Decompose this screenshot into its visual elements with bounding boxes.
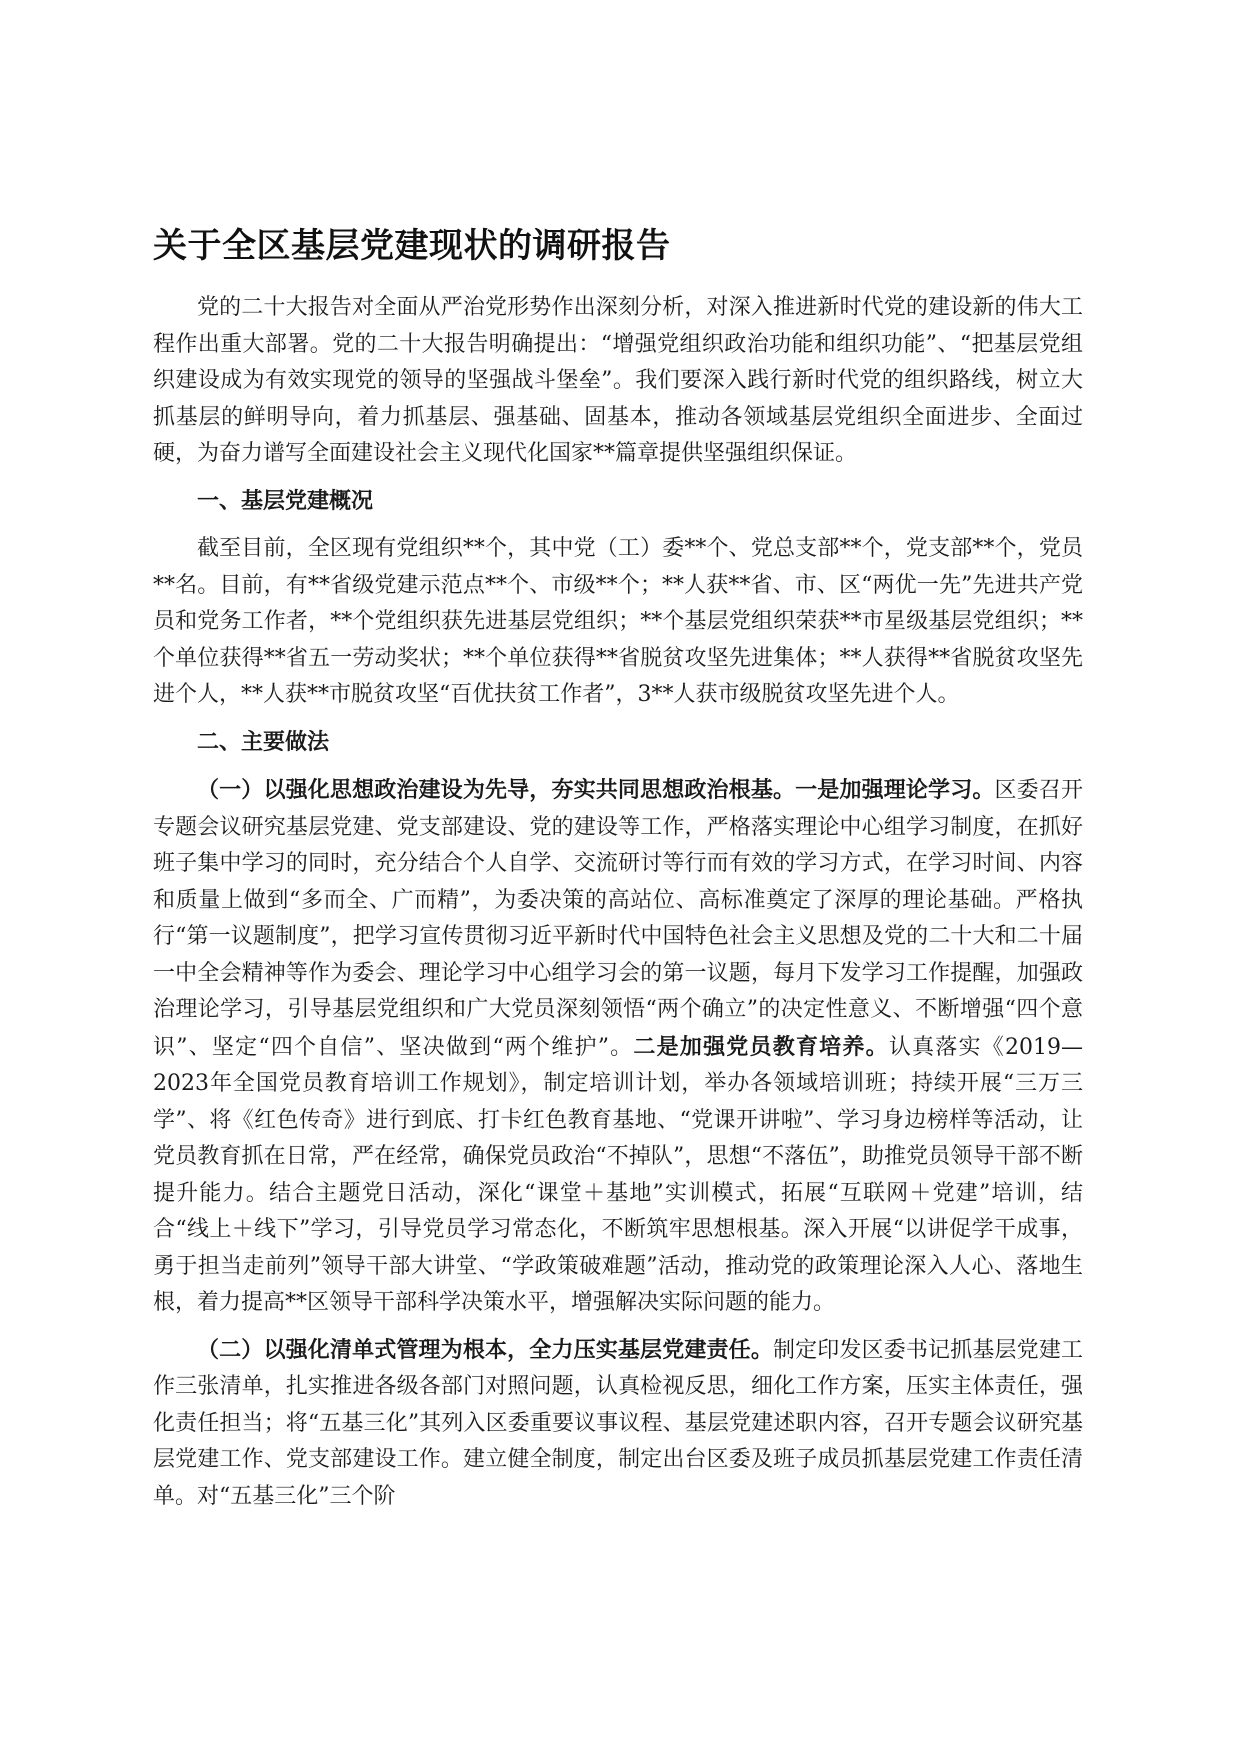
section-heading-overview: 一、基层党建概况 — [197, 487, 374, 514]
document-title: 关于全区基层党建现状的调研报告 — [153, 226, 671, 266]
subsection-2-paragraph — [153, 1332, 1083, 1516]
intro-paragraph: 党的二十大报告对全面从严治党形势作出深刻分析，对深入推进新时代党的建设新的伟大工程作出重大部署。党的二十大报告明确提出：“增强党组织政治功能和组织功能”、“把基层党组织建设成为有效实现党的领导的坚强战斗堡垒”。我们要深入践行新时代党的组织路线，树立大抓基层的鲜明导向，着力抓基层、强基础、固基本，推动各领域基层党组织全面进步、全面过硬，为奋力谱写全面建设社会主义现代化国家**篇章提供坚强组织保证。 — [153, 295, 1083, 466]
subsection-2-lead: （二）以强化清单式管理为根本，全力压实基层党建责任。 — [197, 1336, 773, 1363]
subsection-1-paragraph — [153, 772, 1083, 1322]
document-page — [153, 222, 1083, 1525]
subsection-1-body-1: 区委召开专题会议研究基层党建、党支部建设、党的建设等工作，严格落实理论中心组学习制度，在抓好班子集中学习的同时，充分结合个人自学、交流研讨等行而有效的学习方式，在学习时间、内容和质量上做到“多而全、广而精”，为委决策的高站位、高标准奠定了深厚的理论基础。严格执行“第一议题制度”，把学习宣传贯彻习近平新时代中国特色社会主义思想及党的二十大和二十届一中全会精神等作为委会、理论学习中心组学习会的第一议题，每月下发学习工作提醒，加强政治理论学习，引导基层党组织和广大党员深刻领悟“两个确立”的决定性意义、不断增强“四个意识”、坚定“四个自信”、坚决做到“两个维护”。 — [153, 778, 1083, 1060]
overview-paragraph: 截至目前，全区现有党组织**个，其中党（工）委**个、党总支部**个，党支部**个，党员**名。目前，有**省级党建示范点**个、市级**个；**人获**省、市、区“两优一先”先进共产党员和党务工作者，**个党组织获先进基层党组织；**个基层党组织荣获**市星级基层党组织；**个单位获得**省五一劳动奖状；**个单位获得**省脱贫攻坚先进集体；**人获得**省脱贫攻坚先进个人，**人获**市脱贫攻坚“百优扶贫工作者”，3**人获市级脱贫攻坚先进个人。 — [153, 536, 1083, 707]
subsection-1-lead-2: 二是加强党员教育培养。 — [633, 1033, 889, 1060]
subsection-1-lead: （一）以强化思想政治建设为先导，夯实共同思想政治根基。一是加强理论学习。 — [197, 777, 995, 803]
subsection-2-body: 制定印发区委书记抓基层党建工作三张清单，扎实推进各级各部门对照问题，认真检视反思，细化工作方案，压实主体责任，强化责任担当；将“五基三化”其列入区委重要议事议程、基层党建述职内容，召开专题会议研究基层党建工作、党支部建设工作。建立健全制度，制定出台区委及班子成员抓基层党建工作责任清单。对“五基三化”三个阶 — [153, 1337, 1083, 1509]
section-heading-practices: 二、主要做法 — [197, 728, 330, 755]
subsection-1-body-2: 认真落实《2019—2023年全国党员教育培训工作规划》，制定培训计划，举办各领域培训班；持续开展“三万三学”、将《红色传奇》进行到底、打卡红色教育基地、“党课开讲啦”、学习身边榜样等活动，让党员教育抓在日常，严在经常，确保党员政治“不掉队”，思想“不落伍”，助推党员领导干部不断提升能力。结合主题党日活动，深化“课堂＋基地”实训模式，拓展“互联网＋党建”培训，结合“线上＋线下”学习，引导党员学习常态化，不断筑牢思想根基。深入开展“以讲促学干成事，勇于担当走前列”领导干部大讲堂、“学政策破难题”活动，推动党的政策理论深入人心、落地生根，着力提高**区领导干部科学决策水平，增强解决实际问题的能力。 — [153, 1034, 1083, 1315]
